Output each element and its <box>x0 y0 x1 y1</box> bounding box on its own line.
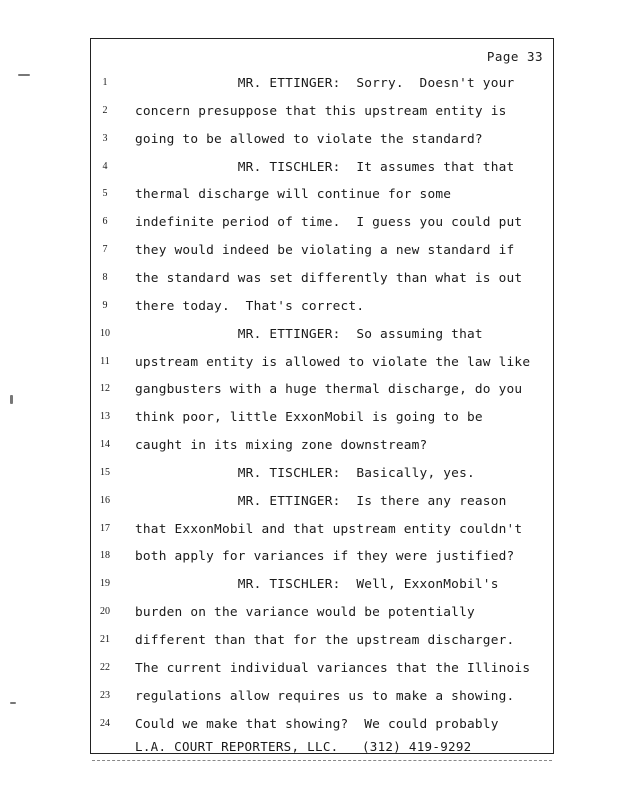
transcript-line: regulations allow requires us to make a showing. <box>135 689 515 704</box>
line-number: 13 <box>100 411 110 422</box>
transcript-line: think poor, little ExxonMobil is going to be <box>135 410 483 425</box>
line-number: 16 <box>100 495 110 506</box>
line-number: 3 <box>102 133 108 144</box>
transcript-line: there today. That's correct. <box>135 299 365 314</box>
transcript-line: they would indeed be violating a new standard if <box>135 243 515 258</box>
line-number: 6 <box>102 216 108 227</box>
transcript-line: MR. TISCHLER: It assumes that that <box>135 160 515 175</box>
transcript-line: going to be allowed to violate the standard? <box>135 132 483 147</box>
line-number: 11 <box>100 356 110 367</box>
scan-speck <box>10 702 16 704</box>
page-number: Page 33 <box>486 49 543 64</box>
transcript-line: both apply for variances if they were justified? <box>135 549 515 564</box>
transcript-line: that ExxonMobil and that upstream entity couldn't <box>135 522 523 537</box>
line-number: 7 <box>102 244 108 255</box>
transcript-line: thermal discharge will continue for some <box>135 187 452 202</box>
transcript-line: concern presuppose that this upstream entity is <box>135 104 507 119</box>
transcript-line: MR. TISCHLER: Well, ExxonMobil's <box>135 577 499 592</box>
transcript-line: different than that for the upstream discharger. <box>135 633 515 648</box>
line-number: 24 <box>100 718 110 729</box>
line-number: 2 <box>102 105 108 116</box>
transcript-line: Could we make that showing? We could probably <box>135 717 499 732</box>
line-number: 23 <box>100 690 110 701</box>
transcript-line: The current individual variances that the Illinois <box>135 661 531 676</box>
transcript-line: burden on the variance would be potentially <box>135 605 475 620</box>
scan-divider <box>92 760 552 762</box>
line-number: 9 <box>102 300 108 311</box>
scan-speck <box>10 395 13 404</box>
line-number: 10 <box>100 328 110 339</box>
line-number: 17 <box>100 523 110 534</box>
scan-speck <box>18 74 30 76</box>
line-number: 5 <box>102 188 108 199</box>
transcript-line: caught in its mixing zone downstream? <box>135 438 428 453</box>
line-number: 18 <box>100 550 110 561</box>
court-reporter-footer: L.A. COURT REPORTERS, LLC. (312) 419-9292 <box>135 739 472 754</box>
transcript-line: the standard was set differently than what is out <box>135 271 523 286</box>
line-number: 1 <box>102 77 108 88</box>
line-number: 12 <box>100 383 110 394</box>
transcript-line: MR. ETTINGER: Is there any reason <box>135 494 507 509</box>
line-number: 19 <box>100 578 110 589</box>
line-number: 4 <box>102 161 108 172</box>
line-number: 14 <box>100 439 110 450</box>
line-number: 8 <box>102 272 108 283</box>
line-number: 22 <box>100 662 110 673</box>
transcript-line: upstream entity is allowed to violate the law like <box>135 355 531 370</box>
transcript-line: MR. ETTINGER: So assuming that <box>135 327 483 342</box>
transcript-line: indefinite period of time. I guess you could put <box>135 215 523 230</box>
transcript-line: MR. TISCHLER: Basically, yes. <box>135 466 475 481</box>
line-number: 21 <box>100 634 110 645</box>
transcript-line: gangbusters with a huge thermal discharge, do you <box>135 382 523 397</box>
line-number: 15 <box>100 467 110 478</box>
line-number: 20 <box>100 606 110 617</box>
transcript-line: MR. ETTINGER: Sorry. Doesn't your <box>135 76 515 91</box>
